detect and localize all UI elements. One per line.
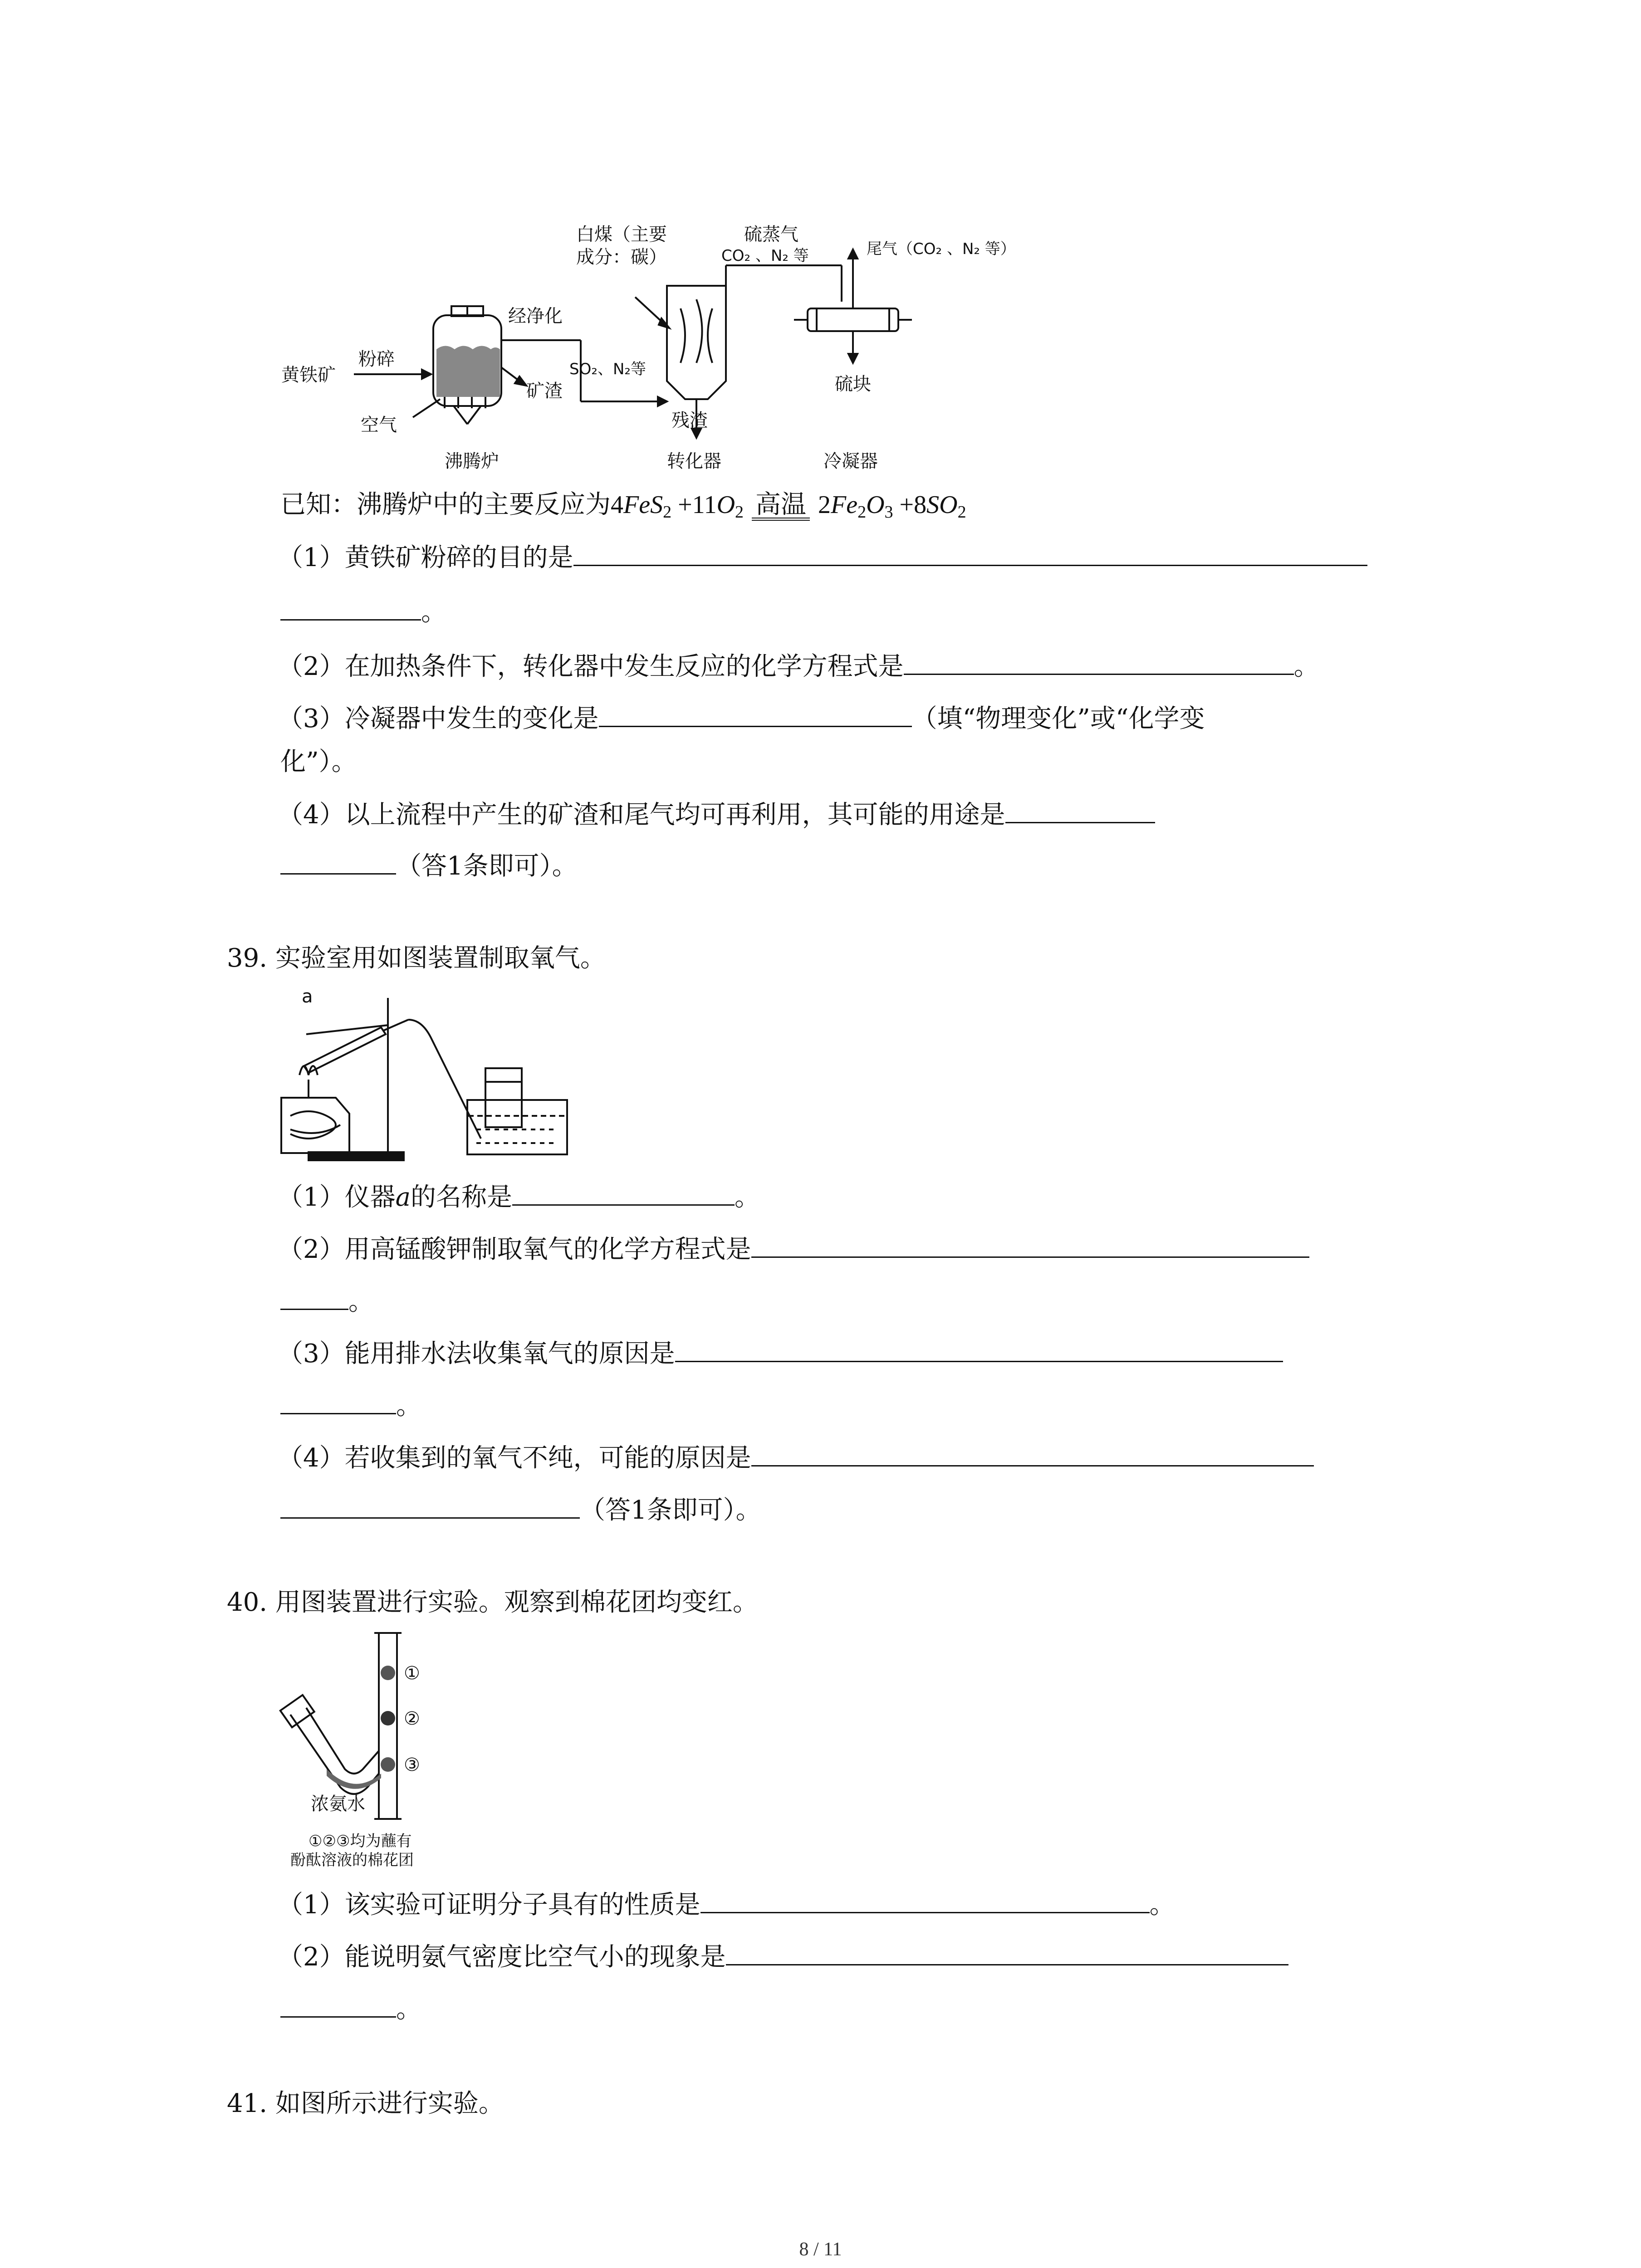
label-so2-n2: SO₂、N₂等 (569, 360, 647, 378)
label-tail-gas: 尾气（CO₂ 、N₂ 等） (867, 240, 1016, 258)
label-co2-n2: CO₂ 、N₂ 等 (721, 247, 809, 265)
answer-blank-q38-2[interactable] (904, 651, 1294, 675)
q40-2-cont: 。 (280, 1994, 421, 2022)
q41-title: 41. 如图所示进行实验。 (227, 2089, 504, 2118)
q39-2: （2）用高锰酸钾制取氧气的化学方程式是 (278, 1234, 1309, 1262)
label-residue: 残渣 (671, 410, 708, 431)
q39-1: （1）仪器a的名称是 。 (278, 1183, 760, 1212)
label-coal-1: 白煤（主要 (576, 224, 667, 245)
label-instrument-a: a (302, 986, 313, 1007)
label-purify: 经净化 (508, 306, 563, 327)
reaction-equation: $4FeS_2 +11O_2$ 高温 $2Fe_2O_3 +8SO_2$ (611, 490, 966, 522)
label-slag: 矿渣 (526, 381, 563, 401)
answer-blank-q39-4a[interactable] (751, 1442, 1314, 1466)
q39-4-cont: （答1条即可）。 (280, 1495, 761, 1523)
label-sulfur-block: 硫块 (835, 374, 871, 395)
ammonia-diffusion-figure (272, 1624, 590, 1878)
answer-blank-q38-4a[interactable] (1005, 799, 1155, 823)
label-crush: 粉碎 (358, 349, 395, 370)
label-coal-2: 成分：碳） (576, 247, 667, 268)
reaction-condition: 高温 (752, 492, 810, 521)
answer-blank-q38-3[interactable] (599, 703, 912, 727)
q38-3: （3）冷凝器中发生的变化是 （填“物理变化”或“化学变 (278, 704, 1205, 733)
answer-blank-q40-2b[interactable] (280, 1994, 396, 2018)
q39-4: （4）若收集到的氧气不纯，可能的原因是 (278, 1442, 1314, 1471)
label-condenser: 冷凝器 (823, 451, 878, 472)
known-prefix: 已知：沸腾炉中的主要反应为 (280, 490, 611, 519)
q39-3-cont: 。 (280, 1390, 421, 1419)
answer-blank-q39-3b[interactable] (280, 1390, 396, 1414)
label-converter: 转化器 (667, 451, 721, 472)
label-note-2: 酚酞溶液的棉花团 (290, 1851, 414, 1869)
answer-blank-q38-1a[interactable] (573, 542, 1367, 566)
label-note-1: ①②③均为蘸有 (309, 1832, 412, 1850)
oxygen-apparatus-figure (272, 984, 581, 1166)
answer-blank-q39-4b[interactable] (280, 1495, 580, 1519)
q38-2: （2）在加热条件下，转化器中发生反应的化学方程式是 。 (278, 652, 1319, 681)
q40-title: 40. 用图装置进行实验。观察到棉花团均变红。 (227, 1588, 758, 1617)
q39-2-cont: 。 (280, 1286, 374, 1315)
q40-2: （2）能说明氨气密度比空气小的现象是 (278, 1941, 1288, 1970)
flow-chart-figure (272, 218, 1134, 472)
label-air: 空气 (361, 415, 397, 435)
label-boiler: 沸腾炉 (445, 451, 499, 472)
q40-1: （1）该实验可证明分子具有的性质是 。 (278, 1890, 1175, 1920)
marker-1: ① (404, 1663, 420, 1684)
answer-blank-q40-2a[interactable] (726, 1941, 1288, 1965)
answer-blank-q39-2a[interactable] (751, 1234, 1309, 1258)
label-sulfur-vapor: 硫蒸气 (744, 224, 798, 245)
answer-blank-q38-4b[interactable] (280, 850, 396, 875)
known-reaction (280, 492, 966, 525)
q38-4-cont: （答1条即可）。 (280, 850, 578, 879)
q38-1: （1）黄铁矿粉碎的目的是 (278, 542, 1367, 571)
answer-blank-q39-2b[interactable] (280, 1286, 348, 1310)
answer-blank-q39-3a[interactable] (675, 1338, 1283, 1362)
label-pyrite: 黄铁矿 (281, 365, 336, 386)
answer-blank-q39-1[interactable] (512, 1182, 735, 1206)
marker-2: ② (404, 1708, 420, 1729)
q39-3: （3）能用排水法收集氧气的原因是 (278, 1338, 1283, 1367)
q38-3-cont: 化”）。 (280, 747, 357, 777)
q38-4: （4）以上流程中产生的矿渣和尾气均可再利用，其可能的用途是 (278, 799, 1155, 828)
answer-blank-q40-1[interactable] (700, 1889, 1150, 1913)
answer-blank-q38-1b[interactable] (280, 596, 421, 621)
page-number: 8 / 11 (799, 2239, 842, 2260)
q39-title: 39. 实验室用如图装置制取氧气。 (227, 943, 606, 973)
q38-1-cont: 。 (280, 596, 446, 625)
label-ammonia: 浓氨水 (311, 1794, 365, 1814)
marker-3: ③ (404, 1755, 420, 1775)
